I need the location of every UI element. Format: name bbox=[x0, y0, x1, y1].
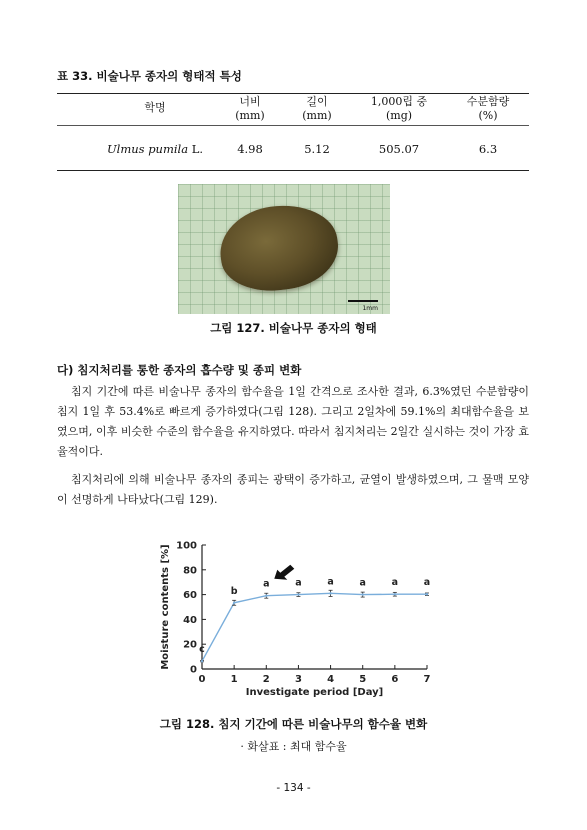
y-tick-label: 40 bbox=[183, 614, 197, 626]
y-tick-label: 60 bbox=[183, 590, 197, 602]
figure-127-caption: 그림 127. 비술나무 종자의 형태 bbox=[210, 321, 377, 335]
data-point bbox=[201, 660, 203, 662]
paragraph-1: 침지 기간에 따른 비술나무 종자의 함수율을 1일 간격으로 조사한 결과, 6.3%였던 수분함량이 침지 1일 후 53.4%로 빠르게 증가하였다(그림 128). 그리고 2일차에 59.1%의 최대함수율을 보였으며, 이후 비슷한 수준의 함수율을 유지하였다. 따라서 침지처리는 2일간 실시하는 것이 가장 효율적이다. bbox=[57, 385, 529, 458]
section-heading: 다) 침지처리를 통한 종자의 흡수량 및 종피 변화 bbox=[57, 363, 302, 377]
x-tick-label: 7 bbox=[423, 674, 431, 685]
max-arrow-icon bbox=[274, 565, 294, 580]
data-point bbox=[233, 602, 235, 604]
significance-label: a bbox=[295, 577, 302, 589]
x-tick-label: 4 bbox=[327, 674, 335, 685]
table-header-moisture bbox=[450, 95, 526, 123]
significance-label: a bbox=[391, 577, 399, 589]
header-line1: 학명 bbox=[144, 101, 166, 114]
significance-label: a bbox=[327, 576, 334, 588]
page-number: - 134 - bbox=[276, 782, 311, 794]
data-point bbox=[297, 593, 299, 595]
significance-label: a bbox=[359, 577, 366, 589]
table-cell-width: 4.98 bbox=[237, 142, 263, 156]
significance-label: b bbox=[230, 585, 238, 597]
x-tick-label: 6 bbox=[391, 674, 399, 685]
table-header-width bbox=[225, 95, 275, 123]
data-point bbox=[394, 593, 396, 595]
header-line2: (mm) bbox=[235, 109, 265, 122]
table-header-weight bbox=[356, 95, 442, 123]
table-header-length bbox=[287, 95, 347, 123]
table-caption: 표 33. 비술나무 종자의 형태적 특성 bbox=[57, 69, 242, 83]
header-line1: 너비 bbox=[239, 95, 261, 108]
header-line1: 1,000립 중 bbox=[370, 95, 428, 108]
header-line1: 길이 bbox=[306, 95, 328, 108]
seed-image bbox=[215, 198, 344, 298]
species-name-italic: Ulmus pumila bbox=[106, 142, 189, 156]
x-axis-title: Investigate period [Day] bbox=[245, 687, 384, 698]
header-line2: (mg) bbox=[385, 109, 413, 122]
header-line2: (mm) bbox=[302, 109, 332, 122]
species-author: L. bbox=[188, 142, 204, 156]
x-tick-label: 5 bbox=[359, 674, 367, 685]
x-tick-label: 3 bbox=[294, 674, 302, 685]
header-line1: 수분함량 bbox=[466, 95, 510, 108]
data-point bbox=[265, 595, 267, 597]
moisture-chart bbox=[150, 535, 450, 700]
header-line2: (%) bbox=[478, 109, 498, 122]
significance-label: c bbox=[199, 644, 205, 656]
y-tick-label: 80 bbox=[183, 565, 197, 577]
table-cell-length: 5.12 bbox=[304, 142, 330, 156]
scale-bar bbox=[348, 300, 378, 302]
table-cell-moisture: 6.3 bbox=[478, 142, 498, 156]
table-cell-species bbox=[80, 142, 230, 156]
scale-label: 1mm bbox=[362, 305, 378, 312]
table-header-species bbox=[95, 101, 215, 115]
significance-label: a bbox=[263, 578, 270, 590]
x-tick-label: 1 bbox=[230, 674, 238, 685]
x-tick-label: 2 bbox=[262, 674, 270, 685]
figure-128-caption: 그림 128. 침지 기간에 따른 비술나무의 함수율 변화 bbox=[159, 717, 428, 731]
y-tick-label: 0 bbox=[190, 664, 197, 676]
paragraph-2: 침지처리에 의해 비술나무 종자의 종피는 광택이 증가하고, 균열이 발생하였으며, 그 물맥 모양이 선명하게 나타났다(그림 129). bbox=[57, 473, 529, 506]
figure-128-footnote: · 화살표 : 최대 함수율 bbox=[240, 740, 347, 753]
table-top-rule bbox=[57, 93, 529, 94]
table-header-rule bbox=[57, 125, 529, 126]
seed-photo bbox=[178, 184, 390, 314]
y-axis-title: Moisture contents [%] bbox=[160, 544, 171, 670]
series-line bbox=[202, 593, 427, 661]
table-bottom-rule bbox=[57, 170, 529, 171]
x-tick-label: 0 bbox=[198, 674, 206, 685]
table-cell-weight: 505.07 bbox=[378, 142, 420, 156]
data-point bbox=[362, 593, 364, 595]
y-tick-label: 20 bbox=[183, 639, 197, 651]
data-point bbox=[426, 593, 428, 595]
significance-label: a bbox=[423, 577, 431, 589]
y-tick-label: 100 bbox=[176, 540, 197, 552]
data-point bbox=[329, 592, 331, 594]
